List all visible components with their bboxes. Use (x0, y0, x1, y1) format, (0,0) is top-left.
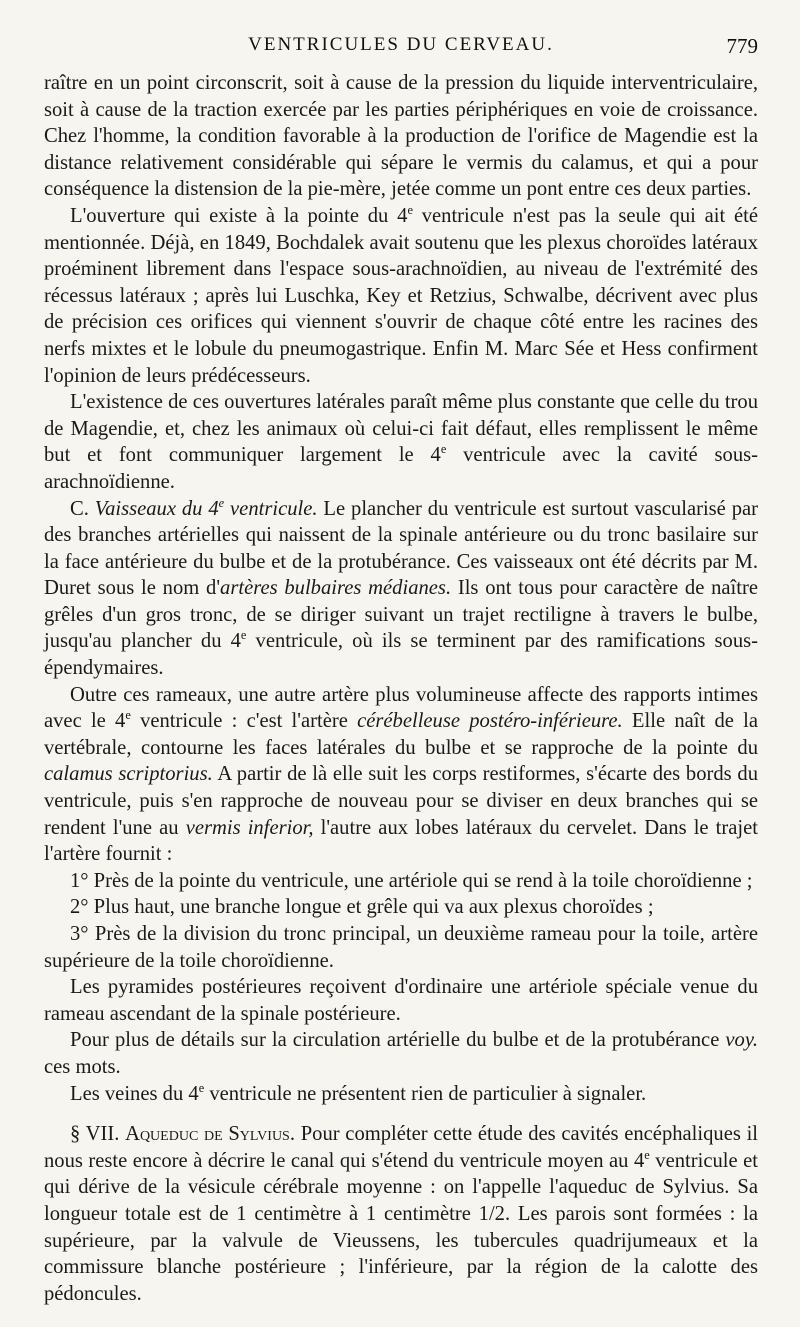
paragraph-cerebellar-artery: Outre ces rameaux, une autre artère plus volumineuse affecte des rapports intimes avec le 4e ventricule : c'est l'artère cérébelleuse postéro-inférieure. Elle naît de la vertébrale, contourne les faces latérales du bulbe et se rapproche de la pointe du calamus scriptorius. A partir de là elle suit les corps restiformes, s'écarte des bords du ventricule, puis s'en rapproche de nouveau pour se diviser en deux branches qui se rendent l'une au vermis inferior, l'autre aux lobes latéraux du cervelet. Dans le trajet l'artère fournit : (44, 683, 758, 866)
running-title: VENTRICULES DU CERVEAU. (248, 34, 554, 55)
term-vermis: vermis inferior, (185, 816, 314, 839)
section-heading: Aqueduc de Sylvius. (125, 1123, 295, 1146)
list-item-1: 1° Près de la pointe du ventricule, une artériole qui se rend à la toile choroïdienne ; (70, 869, 753, 892)
paragraph-magendie-continuation: raître en un point circonscrit, soit à cause de la pression du liquide interventriculaire, soit à cause de la traction exercée par les parties périphériques en voie de croissance. Chez l'homme, la condition favorable à la production de l'orifice de Magendie est la distance relativement considérable qui sépare le vermis du calamus, et qui a pour conséquence la distension de la pie-mère, jetée comme un pont entre ces deux parties. (44, 72, 758, 201)
subsection-letter: C. (70, 497, 95, 520)
list-item-3: 3° Près de la division du tronc principal, un deuxième rameau pour la toile, artère supérieure de la toile choroïdienne. (44, 923, 758, 972)
paragraph-vessels: C. Vaisseaux du 4e ventricule. Le plancher du ventricule est surtout vascularisé par des branches artérielles qui naissent de la spinale antérieure ou du tronc basilaire sur la face antérieure du bulbe et de la protubérance. Ces vaisseaux ont été décrits par M. Duret sous le nom d'artères bulbaires médianes. Ils ont tous pour caractère de naître grêles d'un gros tronc, de se diriger suivant un trajet rectiligne à travers le bulbe, jusqu'au plancher du 4e ventricule, où ils se terminent par des ramifications sous-épendymaires. (44, 495, 758, 680)
body-text (44, 70, 758, 1307)
term-cerebelleuse: cérébelleuse postéro-inférieure. (357, 710, 623, 733)
paragraph-pyramids: Les pyramides postérieures reçoivent d'ordinaire une artériole spéciale venue du rameau ascendant de la spinale postérieure. (44, 976, 758, 1025)
section-number: § VII. (70, 1123, 120, 1146)
term-arteres-bulbaires: artères bulbaires médianes. (220, 577, 452, 600)
section-aqueduct: § VII. Aqueduc de Sylvius. Pour compléter cette étude des cavités encéphaliques il nous reste encore à décrire le canal qui s'étend du ventricule moyen au 4e ventricule et qui dérive de la vésicule cérébrale moyenne : on l'appelle l'aqueduc de Sylvius. Sa longueur totale est de 1 centimètre à 1 centimètre 1/2. Les parois sont formées : la supérieure, par la valvule de Vieussens, les tubercules quadrijumeaux et la commissure blanche postérieure ; l'inférieure, par la région de la calotte des pédoncules. (44, 1123, 759, 1305)
paragraph-lateral-openings-constancy: L'existence de ces ouvertures latérales paraît même plus constante que celle du trou de Magendie, et, chez les animaux où celui-ci fait défaut, elles remplissent le même but et font communiquer largement le 4e ventricule avec la cavité sous-arachnoïdienne. (44, 391, 758, 493)
subsection-title: Vaisseaux du 4e ventricule. (94, 495, 318, 520)
list-item-2: 2° Plus haut, une branche longue et grêle qui va aux plexus choroïdes ; (70, 896, 654, 919)
paragraph-veins: Les veines du 4e ventricule ne présentent rien de particulier à signaler. (70, 1080, 647, 1105)
paragraph-lateral-openings: L'ouverture qui existe à la pointe du 4e ventricule n'est pas la seule qui ait été mentionnée. Déjà, en 1849, Bochdalek avait soutenu que les plexus choroïdes latéraux proéminent librement dans l'espace sous-arachnoïdien, au niveau de l'extrémité des récessus latéraux ; après lui Luschka, Key et Retzius, Schwalbe, décrivent avec plus de précision ces orifices qui viennent s'ouvrir de chaque côté entre les racines des nerfs mixtes et le lobule du pneumogastrique. Enfin M. Marc Sée et Hess confirment l'opinion de leurs prédécesseurs. (44, 203, 758, 387)
paragraph-see-also: Pour plus de détails sur la circulation artérielle du bulbe et de la protubérance voy. ces mots. (44, 1029, 758, 1078)
page-header (44, 30, 758, 70)
term-calamus: calamus scriptorius. (44, 763, 213, 786)
page-number: 779 (726, 34, 758, 58)
